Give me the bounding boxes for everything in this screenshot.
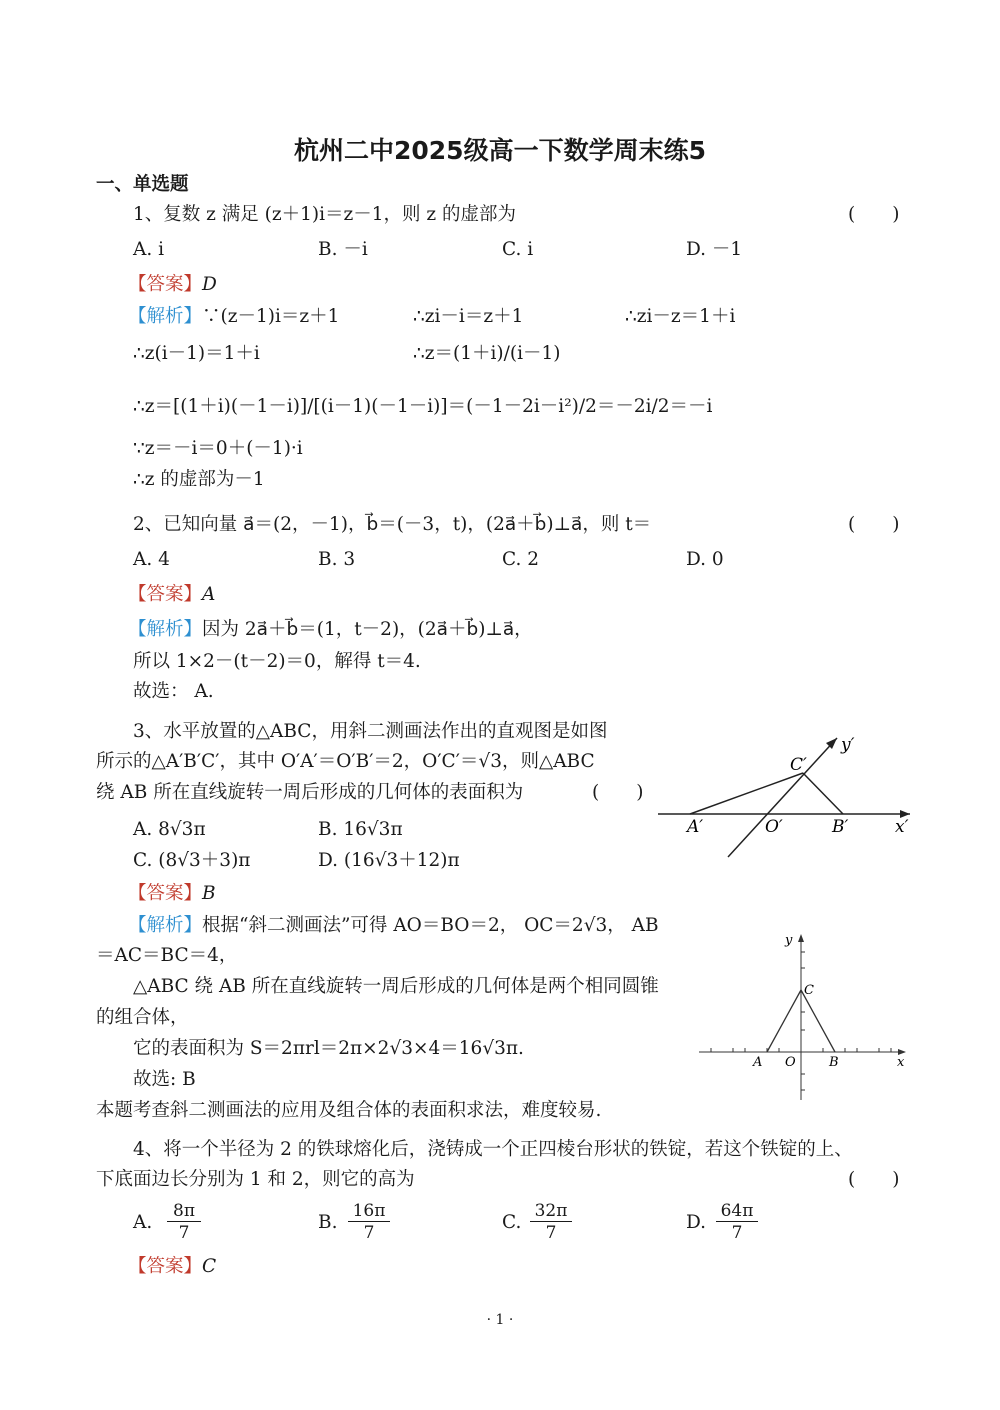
q1-analysis-line1b: ∴zi－i＝z＋1 — [413, 306, 524, 327]
answer-value: D — [202, 274, 217, 295]
q1-analysis-line5: ∴z 的虚部为－1 — [133, 469, 265, 490]
fraction-numerator: 32π — [530, 1201, 572, 1222]
q3-option-c: C. (8√3＋3)π — [133, 850, 251, 871]
q3-option-b: B. 16√3π — [318, 819, 403, 840]
q4-stem-line1: 4、将一个半径为 2 的铁球熔化后，浇铸成一个正四棱台形状的铁锭，若这个铁锭的上、 — [133, 1139, 853, 1160]
label-o-prime: O′ — [765, 817, 783, 837]
q3-analysis-line2: ＝AC＝BC＝4， — [96, 945, 238, 966]
label-x-prime: x′ — [895, 817, 909, 837]
q3-stem-line3: 绕 AB 所在直线旋转一周后形成的几何体的表面积为 — [96, 782, 524, 803]
q3-option-a: A. 8√3π — [133, 819, 206, 840]
q1-analysis-line2b: ∴z＝(1＋i)/(i－1) — [413, 343, 561, 364]
q3-analysis-note: 本题考查斜二测画法的应用及组合体的表面积求法，难度较易. — [96, 1100, 602, 1121]
answer-tag: 【答案】 — [128, 1256, 203, 1277]
q1-stem: 1、复数 z 满足 (z＋1)i＝z－1，则 z 的虚部为 — [133, 204, 517, 225]
q1-option-c: C. i — [502, 239, 534, 260]
analysis-tag: 【解析】 — [128, 306, 203, 327]
answer-value: C — [202, 1256, 217, 1277]
q1-analysis-line1c: ∴zi－z＝1＋i — [625, 306, 736, 327]
q2-analysis-line1 — [128, 618, 533, 641]
analysis-text: 因为 2a⃗＋b⃗＝(1，t－2)，(2a⃗＋b⃗)⊥a⃗， — [202, 619, 533, 640]
q4-stem-line2: 下底面边长分别为 1 和 2，则它的高为 — [96, 1169, 415, 1190]
q4-paren: ( ) — [848, 1169, 900, 1190]
label-x: x — [897, 1055, 905, 1070]
fraction-numerator: 8π — [167, 1201, 201, 1222]
q3-paren: ( ) — [592, 782, 644, 803]
q3-stem-line1: 3、水平放置的△ABC，用斜二测画法作出的直观图是如图 — [133, 721, 608, 742]
q2-answer — [128, 583, 215, 606]
label-b-prime: B′ — [832, 817, 849, 837]
fraction-denominator: 7 — [178, 1223, 190, 1243]
answer-value: A — [202, 584, 216, 605]
y-prime-axis — [728, 738, 837, 857]
label-c-prime: C′ — [790, 755, 807, 775]
q2-option-a: A. 4 — [133, 549, 170, 570]
q2-paren: ( ) — [848, 514, 900, 535]
q3-option-d: D. (16√3＋12)π — [318, 850, 460, 871]
segment-a-c — [767, 990, 801, 1052]
label-y: y — [785, 933, 793, 948]
q1-analysis-line3: ∴z＝[(1＋i)(－1－i)]/[(i－1)(－1－i)]＝(－1－2i－i²)/2＝－2i/2＝－i — [133, 396, 713, 417]
label-o: O — [785, 1055, 796, 1070]
q3-oblique-figure — [655, 730, 915, 860]
q1-option-d: D. －1 — [686, 239, 743, 260]
q1-option-b: B. －i — [318, 239, 368, 260]
segment-c-b — [801, 990, 835, 1052]
q2-analysis-line3: 故选： A. — [133, 681, 214, 702]
analysis-text: ∵(z－1)i＝z＋1 — [202, 306, 340, 327]
y-axis-ticks — [801, 952, 805, 1090]
answer-tag: 【答案】 — [128, 274, 203, 295]
q1-option-a: A. i — [133, 239, 165, 260]
label-a-prime: A′ — [687, 817, 704, 837]
page-number: · 1 · — [486, 1312, 514, 1328]
fraction-denominator: 7 — [731, 1223, 743, 1243]
label-b: B — [829, 1055, 839, 1070]
analysis-tag: 【解析】 — [128, 619, 203, 640]
q3-answer — [128, 882, 216, 905]
q1-answer — [128, 273, 217, 296]
fraction-numerator: 64π — [716, 1201, 758, 1222]
q3-analysis-line4: 的组合体， — [96, 1007, 189, 1028]
q4-answer — [128, 1255, 216, 1278]
q1-paren: ( ) — [848, 204, 900, 225]
fraction-denominator: 7 — [545, 1223, 557, 1243]
q3-analysis-line1 — [128, 914, 659, 937]
q2-option-d: D. 0 — [686, 549, 724, 570]
segment-c-b — [803, 773, 843, 814]
q2-option-b: B. 3 — [318, 549, 356, 570]
q3-original-figure — [693, 928, 913, 1104]
answer-value: B — [202, 883, 216, 904]
q1-analysis-line2a: ∴z(i－1)＝1＋i — [133, 343, 260, 364]
page-title: 杭州二中2025级高一下数学周末练5 — [294, 136, 706, 165]
q1-analysis-line1a — [128, 305, 339, 328]
q2-option-c: C. 2 — [502, 549, 540, 570]
label-y-prime: y′ — [841, 735, 855, 755]
q3-analysis-line6: 故选: B — [133, 1069, 196, 1090]
section-heading: 一、单选题 — [96, 174, 189, 195]
analysis-tag: 【解析】 — [128, 915, 203, 936]
label-a: A — [753, 1055, 763, 1070]
q3-stem-line2: 所示的△A′B′C′，其中 O′A′＝O′B′＝2，O′C′＝√3，则△ABC — [96, 751, 595, 772]
q2-stem: 2、已知向量 a⃗＝(2，－1)，b⃗＝(－3，t)，(2a⃗＋b⃗)⊥a⃗，则 t＝ — [133, 514, 652, 535]
answer-tag: 【答案】 — [128, 883, 203, 904]
analysis-text: 根据“斜二测画法”可得 AO＝BO＝2， OC＝2√3， AB — [202, 915, 659, 936]
q3-analysis-line3: △ABC 绕 AB 所在直线旋转一周后形成的几何体是两个相同圆锥 — [133, 976, 659, 997]
label-c: C — [804, 983, 814, 998]
fraction-denominator: 7 — [363, 1223, 375, 1243]
q2-analysis-line2: 所以 1×2－(t－2)＝0，解得 t＝4. — [133, 651, 421, 672]
fraction-numerator: 16π — [348, 1201, 390, 1222]
y-axis-arrow — [798, 934, 804, 942]
q1-analysis-line4: ∵z＝－i＝0＋(－1)·i — [133, 438, 303, 459]
q3-analysis-line5: 它的表面积为 S＝2πrl＝2π×2√3×4＝16√3π. — [133, 1038, 524, 1059]
answer-tag: 【答案】 — [128, 584, 203, 605]
